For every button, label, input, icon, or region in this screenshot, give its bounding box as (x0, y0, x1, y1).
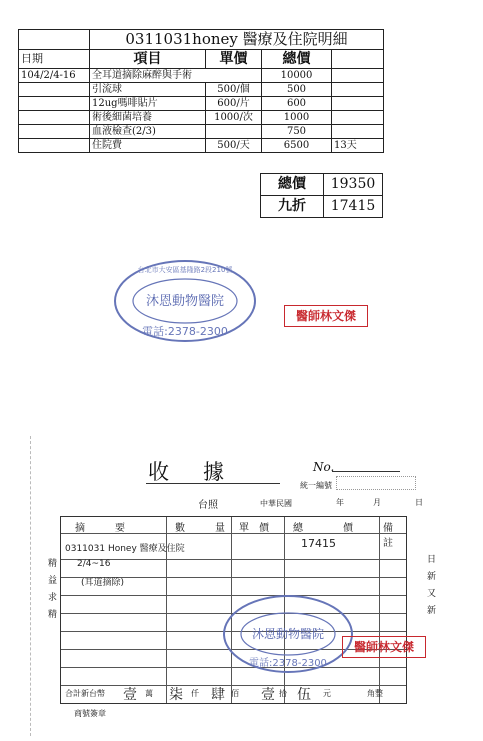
taipei-label: 台照 (198, 500, 218, 511)
receipt-title: 收據 (148, 460, 258, 484)
cell-note (332, 83, 384, 97)
receipt-item-line3: (耳道摘除) (81, 578, 125, 588)
discount-value: 17415 (324, 196, 383, 218)
cell-unit: 500/個 (206, 83, 262, 97)
col-header-date: 日期 (19, 50, 90, 69)
col-quantity: 數 量 (175, 523, 225, 534)
cell-date (19, 125, 90, 139)
left-motto: 精益求精 (48, 559, 58, 620)
cell-total: 750 (262, 125, 332, 139)
tax-id-label: 統一編號 (300, 481, 332, 490)
cell-unit (206, 125, 262, 139)
stamp-address: 台北市大安區基隆路2段210號 (137, 266, 233, 274)
cell-unit: 1000/次 (206, 111, 262, 125)
cell-total: 600 (262, 97, 332, 111)
cell-total: 500 (262, 83, 332, 97)
cell-total: 6500 (262, 139, 332, 153)
stamp-phone: 電話:2378-2300 (142, 325, 228, 338)
receipt-stamp-phone: 電話:2378-2300 (249, 658, 327, 669)
receipt-oval-stamp (220, 592, 356, 676)
cell-date: 104/2/4-16 (19, 69, 90, 83)
cell-note (332, 69, 384, 83)
col-header-total: 總價 (262, 50, 332, 69)
cell-item: 引流球 (90, 83, 206, 97)
tax-id-boxes (336, 476, 416, 490)
doctor-red-seal: 醫師林文傑 (284, 305, 368, 327)
cell-item: 術後細菌培養 (90, 111, 206, 125)
cell-item: 住院費 (90, 139, 206, 153)
col-header-unit: 單價 (206, 50, 262, 69)
cell-note: 13天 (332, 139, 384, 153)
grand-total-label: 總價 (261, 174, 324, 196)
year-label: 年 (336, 498, 344, 507)
cell-note (332, 97, 384, 111)
table-row (19, 83, 384, 97)
totals-box (260, 173, 383, 218)
receipt (30, 436, 437, 736)
right-motto: 日新又新 (427, 555, 437, 616)
table-row (19, 97, 384, 111)
receipt-item-line2: 2/4~16 (77, 559, 111, 569)
table-title: 0311031honey 醫療及住院明細 (90, 30, 384, 50)
cell-total: 1000 (262, 111, 332, 125)
cell-item: 血液檢查(2/3) (90, 125, 206, 139)
receipt-grid: 摘 要 數 量 單 價 總 價 備 註 0311031 Honey 醫療及住院 2/4~16 (耳道摘除) 17415 合計新台幣 壹 萬 柒 仟 肆 佰 壹 拾 伍 元 角整 (60, 516, 407, 704)
cell-note (332, 111, 384, 125)
cell-total: 10000 (262, 69, 332, 83)
col-total: 總 價 (293, 523, 353, 534)
table-row (19, 69, 384, 83)
cell-item: 全耳道摘除麻醉與手術 (90, 69, 262, 83)
medical-detail-table (18, 29, 383, 170)
table-row (19, 125, 384, 139)
receipt-no-label: No. (313, 460, 335, 474)
col-unit-price: 單 價 (239, 523, 269, 534)
era-label: 中華民國 (260, 499, 292, 508)
table-row (19, 139, 384, 153)
cell-item: 12ug嗎啡貼片 (90, 97, 206, 111)
cell-note (332, 125, 384, 139)
cell-unit: 600/片 (206, 97, 262, 111)
receipt-item-line1: 0311031 Honey 醫療及住院 (65, 544, 185, 554)
clinic-oval-stamp (112, 258, 258, 344)
cell-date (19, 83, 90, 97)
receipt-red-seal: 醫師林文傑 (342, 636, 426, 658)
cell-date (19, 97, 90, 111)
store-sign-label: 商號簽章 (74, 709, 106, 718)
cell-date (19, 139, 90, 153)
month-label: 月 (373, 498, 381, 507)
day-label: 日 (415, 498, 423, 507)
grand-total-value: 19350 (324, 174, 383, 196)
receipt-stamp-name: 沐恩動物醫院 (251, 627, 325, 641)
cell-date (19, 111, 90, 125)
cell-unit: 500/天 (206, 139, 262, 153)
col-summary: 摘 要 (75, 523, 125, 534)
stamp-clinic-name: 沐恩動物醫院 (145, 294, 225, 309)
table-row (19, 111, 384, 125)
receipt-amount: 17415 (301, 537, 336, 550)
col-header-item: 項目 (90, 50, 206, 69)
discount-label: 九折 (261, 196, 324, 218)
col-remark: 備 註 (383, 523, 393, 549)
